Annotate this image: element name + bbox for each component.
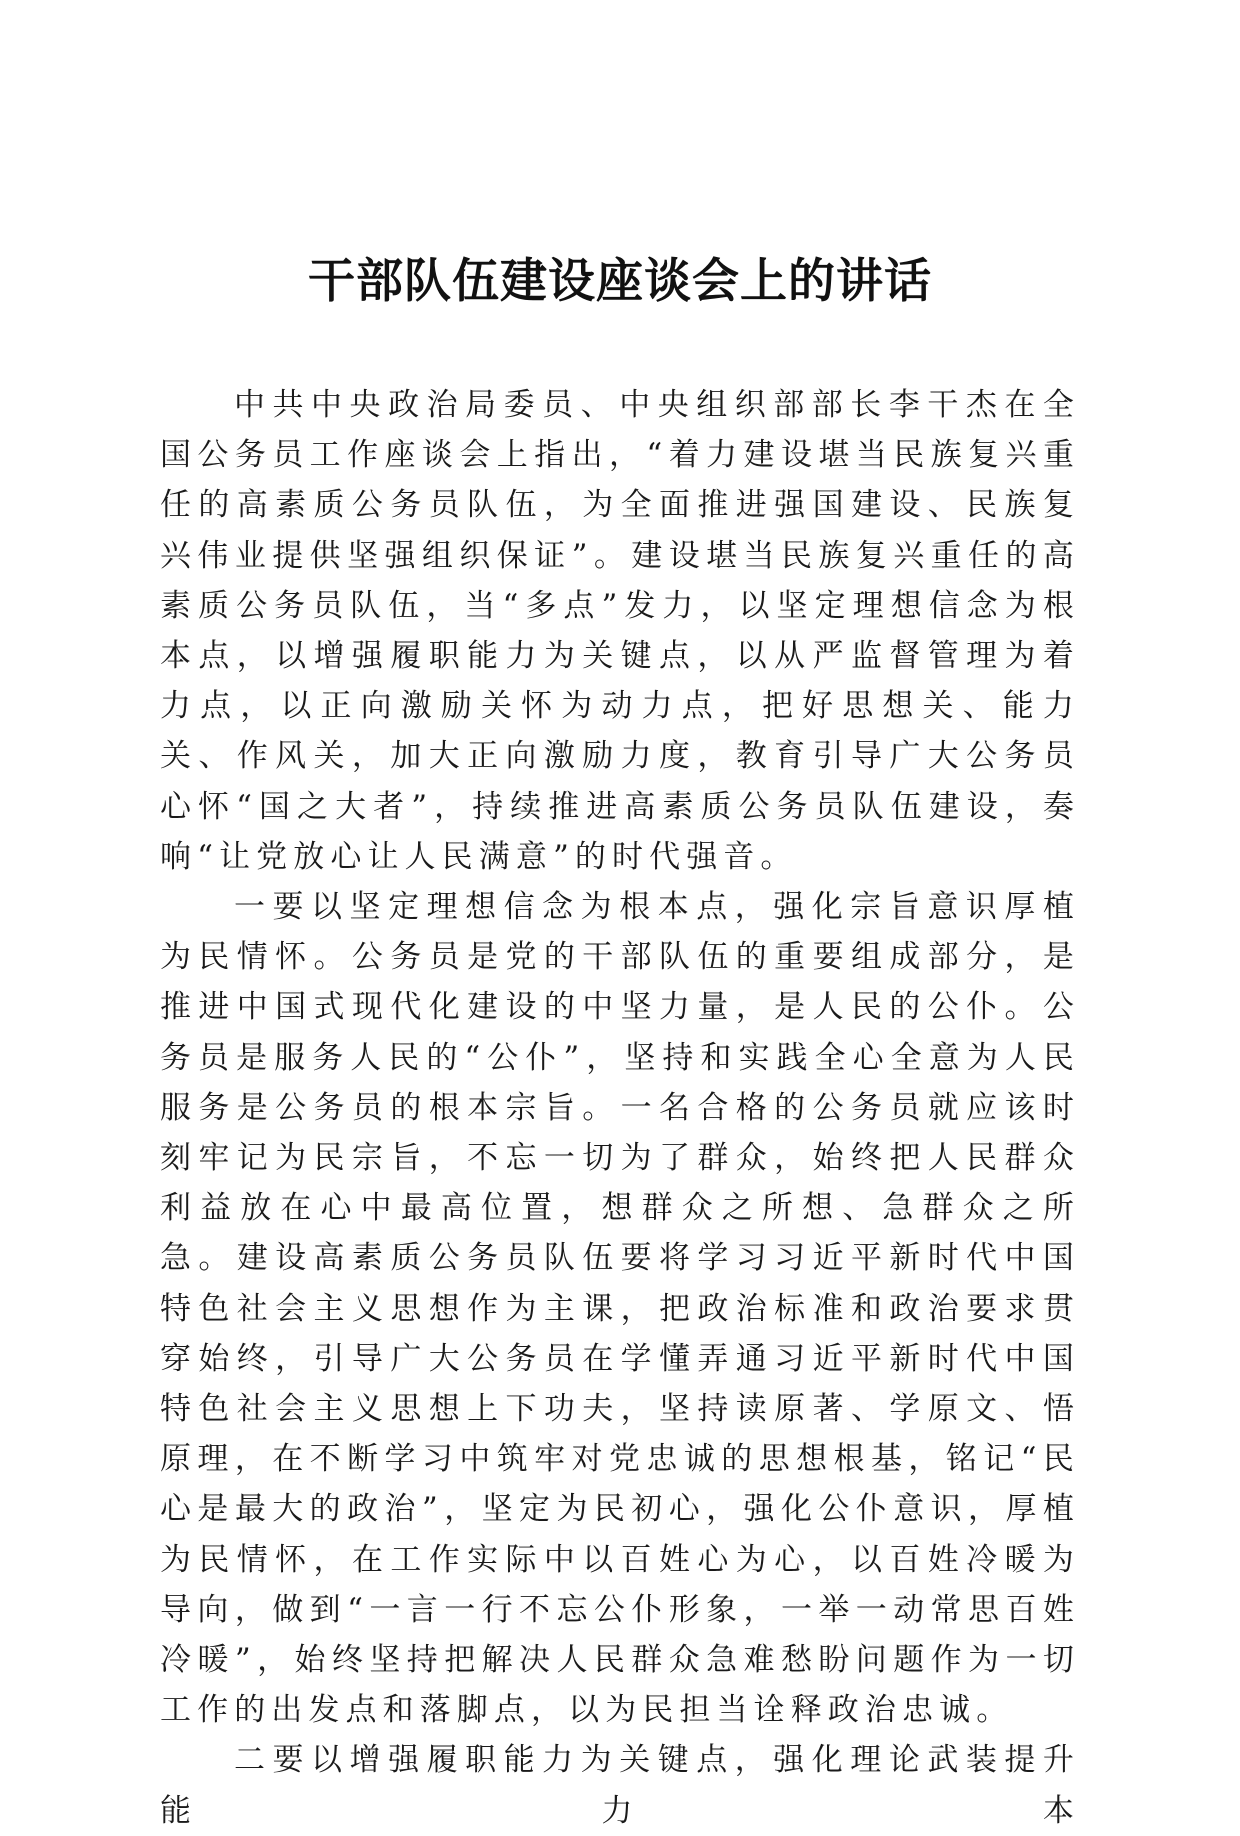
document-title: 干部队伍建设座谈会上的讲话	[308, 254, 932, 309]
document-body	[160, 380, 1080, 1836]
paragraph-1: 中共中央政治局委员、中央组织部部长李干杰在全国公务员工作座谈会上指出，“着力建设堪当民族复兴重任的高素质公务员队伍，为全面推进强国建设、民族复兴伟业提供坚强组织保证”。建设堪当民族复兴重任的高素质公务员队伍，当“多点”发力，以坚定理想信念为根本点，以增强履职能力为关键点，以从严监督管理为着力点，以正向激励关怀为动力点，把好思想关、能力关、作风关，加大正向激励力度，教育引导广大公务员心怀“国之大者”，持续推进高素质公务员队伍建设，奏响“让党放心让人民满意”的时代强音。	[160, 387, 1080, 875]
paragraph-3: 二要以增强履职能力为关键点，强化理论武装提升能力本	[160, 1742, 1080, 1829]
paragraph-2: 一要以坚定理想信念为根本点，强化宗旨意识厚植为民情怀。公务员是党的干部队伍的重要组成部分，是推进中国式现代化建设的中坚力量，是人民的公仆。公务员是服务人民的“公仆”，坚持和实践全心全意为人民服务是公务员的根本宗旨。一名合格的公务员就应该时刻牢记为民宗旨，不忘一切为了群众，始终把人民群众利益放在心中最高位置，想群众之所想、急群众之所急。建设高素质公务员队伍要将学习习近平新时代中国特色社会主义思想作为主课，把政治标准和政治要求贯穿始终，引导广大公务员在学懂弄通习近平新时代中国特色社会主义思想上下功夫，坚持读原著、学原文、悟原理，在不断学习中筑牢对党忠诚的思想根基，铭记“民心是最大的政治”，坚定为民初心，强化公仆意识，厚植为民情怀，在工作实际中以百姓心为心，以百姓冷暖为导向，做到“一言一行不忘公仆形象，一举一动常思百姓冷暖”，始终坚持把解决人民群众急难愁盼问题作为一切工作的出发点和落脚点，以为民担当诠释政治忠诚。	[160, 889, 1080, 1729]
